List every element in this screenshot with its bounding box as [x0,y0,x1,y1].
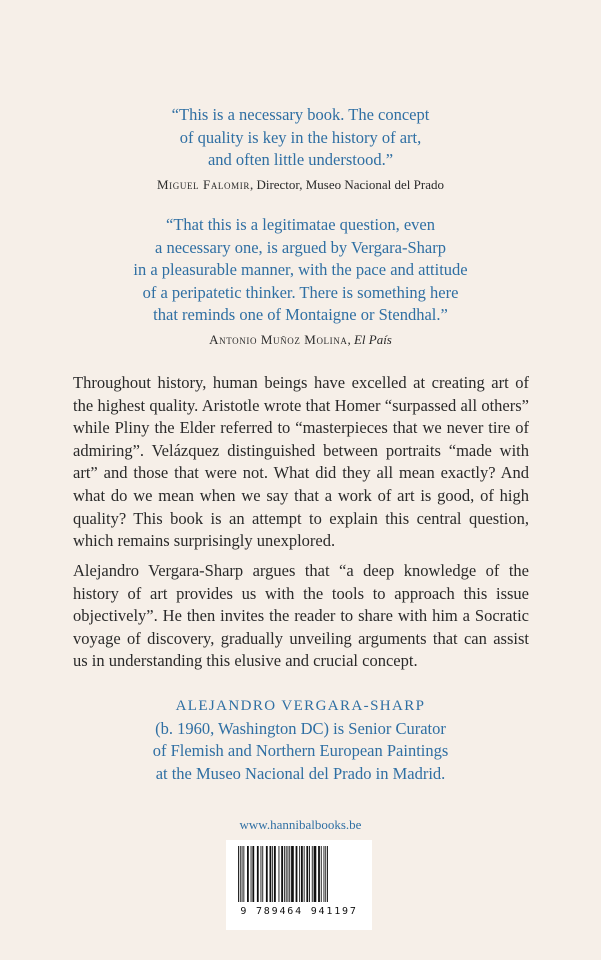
barcode-bar [324,846,325,902]
barcode-bar [262,846,263,902]
quote-molina [0,214,601,349]
quote-falomir [0,104,601,194]
barcode-bar [257,846,259,902]
barcode-bar [251,846,252,902]
barcode-bar [261,846,262,902]
barcode-bar [289,846,290,902]
barcode-bar [327,846,328,902]
quote-line: a necessary one, is argued by Vergara-Sharp [155,237,446,257]
barcode-bar [286,846,287,902]
attribution-name: Miguel Falomir [157,176,250,192]
barcode-bar [279,846,280,902]
barcode-bar [274,846,276,902]
barcode-bar [284,846,285,902]
barcode-bar [272,846,273,902]
barcode-bar [314,846,317,902]
barcode-number: 9 789464 941197 [240,906,358,917]
quote-line: “That this is a legitimatae question, even [166,215,435,234]
barcode-bar [240,846,241,902]
barcode-bar [288,846,289,902]
barcode-bar [252,846,254,902]
barcode-bar [296,846,298,902]
quote-line: that reminds one of Montaigne or Stendhal.” [153,305,448,324]
author-bio-line: of Flemish and Northern European Paintings [152,741,449,760]
quote-line: of quality is key in the history of art, [179,127,422,147]
quote-line: in a pleasurable manner, with the pace and attitude [133,260,468,279]
quote-line: of a peripatetic thinker. There is something here [142,282,459,302]
barcode-bar [306,846,308,902]
quote-attribution [0,176,601,194]
barcode-bars [234,846,364,904]
isbn-barcode [226,840,372,930]
barcode-bar [299,846,300,902]
barcode-bar [242,846,243,902]
barcode-bar [238,846,239,902]
blurb-paragraph-1: Throughout history, human beings have excelled at creating art of the highest quality. Aristotle wrote that Homer “surpassed all others” while Pliny the Elder referred to “masterpieces that we never tire of admiring”. Velázquez distinguished between portraits “made with art” and those that were not. What did they all mean exactly? And what do we mean when we say that a work of art is good, of high quality? This book is an attempt to explain this central question, which remains surprisingly unexplored. [73,373,529,551]
attribution-role: , Director, Museo Nacional del Prado [249,176,444,192]
attribution-source: El País [353,331,392,347]
blurb-paragraph-2: Alejandro Vergara-Sharp argues that “a deep knowledge of the history of art provides us with the tools to approach this issue objectively”. He then invites the reader to share with him a Socratic voyage of discovery, gradually unveiling arguments that can assist us in understanding this elusive and crucial concept. [73,561,529,671]
barcode-bar [325,846,326,902]
barcode-bar [247,846,249,902]
attribution-sep: , [347,331,354,347]
author-name: ALEJANDRO VERGARA-SHARP [175,698,426,714]
barcode-bar [270,846,272,902]
author-bio-line: (b. 1960, Washington DC) is Senior Curator [155,718,446,738]
barcode-bar [301,846,303,902]
quote-attribution [0,331,601,349]
barcode-bar [266,846,268,902]
barcode-bar [312,846,313,902]
barcode-bar [243,846,244,902]
barcode-bar [291,846,294,902]
attribution-name: Antonio Muñoz Molina [209,331,348,347]
barcode-bar [321,846,322,902]
author-bio [0,695,601,785]
barcode-bar [281,846,283,902]
barcode-bar [304,846,305,902]
publisher-website: www.hannibalbooks.be [239,817,362,832]
quote-line: and often little understood.” [207,150,394,169]
quote-line: “This is a necessary book. The concept [171,105,430,124]
barcode-bar [309,846,310,902]
barcode-bar [318,846,320,902]
author-bio-line: at the Museo Nacional del Prado in Madrid. [155,763,446,783]
